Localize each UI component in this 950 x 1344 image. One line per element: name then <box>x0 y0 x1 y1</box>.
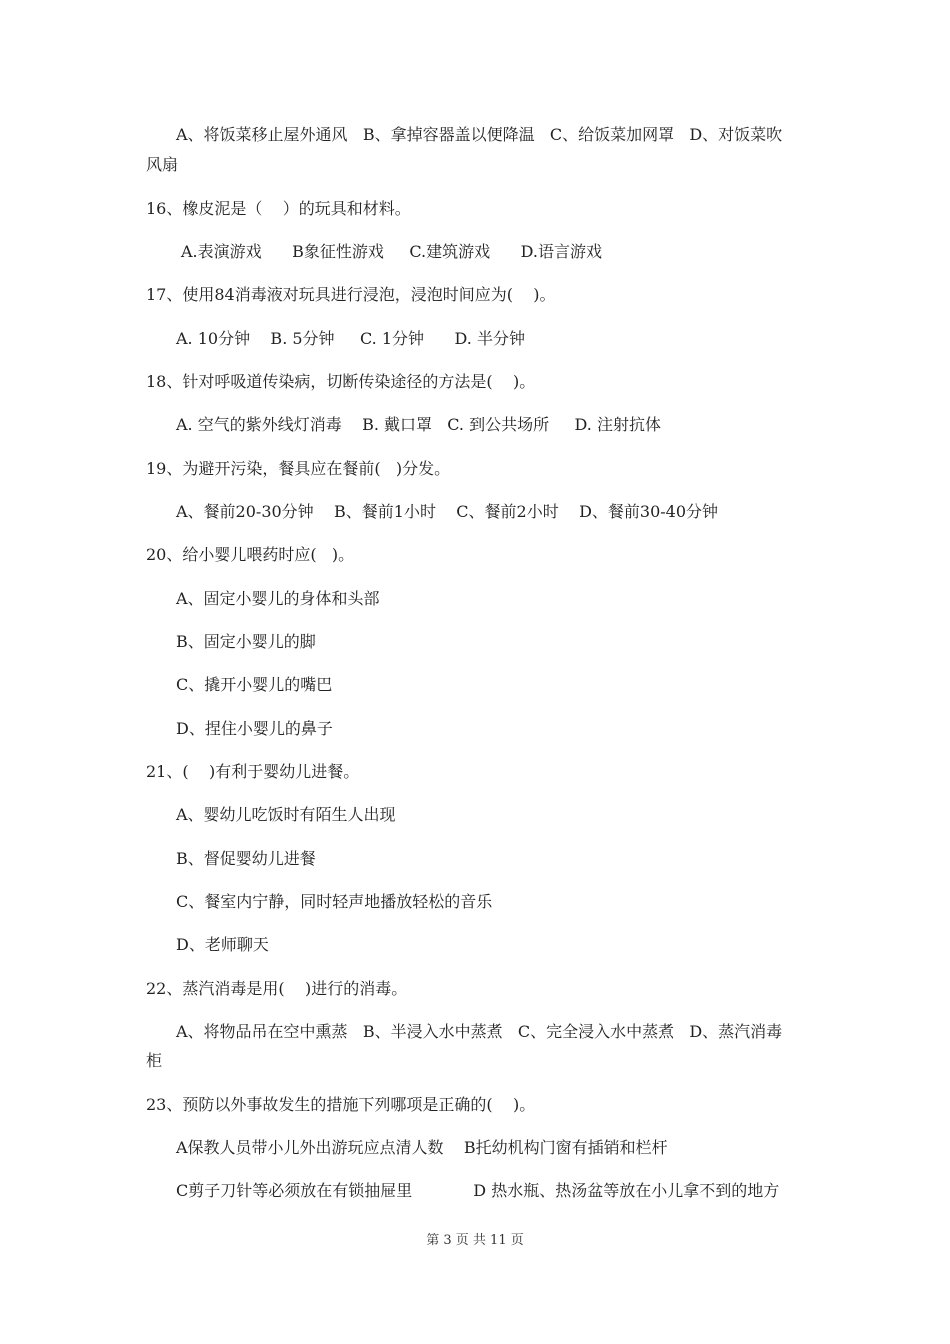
q21-option: C、餐室内宁静，同时轻声地播放轻松的音乐 <box>176 892 493 911</box>
q17-question: 17、使用84消毒液对玩具进行浸泡，浸泡时间应为( )。 <box>146 285 556 304</box>
q15-options-line2: 风扇 <box>146 155 179 174</box>
q23-options-line1: A保教人员带小儿外出游玩应点清人数 B托幼机构门窗有插销和栏杆 <box>176 1138 668 1157</box>
q20-question: 20、给小婴儿喂药时应( )。 <box>146 545 355 564</box>
page-number-footer: 第 3 页 共 11 页 <box>426 1233 524 1248</box>
q18-options: A. 空气的紫外线灯消毒 B. 戴口罩 C. 到公共场所 D. 注射抗体 <box>176 415 661 434</box>
q16-options: A.表演游戏 B象征性游戏 C.建筑游戏 D.语言游戏 <box>181 242 602 261</box>
q23-options-line2: C剪子刀针等必须放在有锁抽屉里 D 热水瓶、热汤盆等放在小儿拿不到的地方 <box>176 1181 780 1200</box>
q22-question: 22、蒸汽消毒是用( )进行的消毒。 <box>146 979 408 998</box>
q22-options-line1: A、将物品吊在空中熏蒸 B、半浸入水中蒸煮 C、完全浸入水中蒸煮 D、蒸汽消毒 <box>176 1022 783 1041</box>
q20-option: C、撬开小婴儿的嘴巴 <box>176 675 333 694</box>
q21-option: B、督促婴幼儿进餐 <box>176 849 316 868</box>
q23-question: 23、预防以外事故发生的措施下列哪项是正确的( )。 <box>146 1095 536 1114</box>
q19-question: 19、为避开污染，餐具应在餐前( )分发。 <box>146 459 451 478</box>
q15-options-line1: A、将饭菜移止屋外通风 B、拿掉容器盖以便降温 C、给饭菜加网罩 D、对饭菜吹 <box>176 125 783 144</box>
q20-option: D、捏住小婴儿的鼻子 <box>176 719 333 738</box>
q21-option: A、婴幼儿吃饭时有陌生人出现 <box>176 805 396 824</box>
q20-option: A、固定小婴儿的身体和头部 <box>176 589 380 608</box>
q22-options-line2: 柜 <box>146 1051 163 1070</box>
q17-options: A. 10分钟 B. 5分钟 C. 1分钟 D. 半分钟 <box>176 329 525 348</box>
q18-question: 18、针对呼吸道传染病，切断传染途径的方法是( )。 <box>146 372 536 391</box>
q16-question: 16、橡皮泥是（ ）的玩具和材料。 <box>146 199 411 218</box>
q20-option: B、固定小婴儿的脚 <box>176 632 316 651</box>
q21-question: 21、( )有利于婴幼儿进餐。 <box>146 762 360 781</box>
q21-option: D、老师聊天 <box>176 935 269 954</box>
q19-options: A、餐前20-30分钟 B、餐前1小时 C、餐前2小时 D、餐前30-40分钟 <box>176 502 719 521</box>
